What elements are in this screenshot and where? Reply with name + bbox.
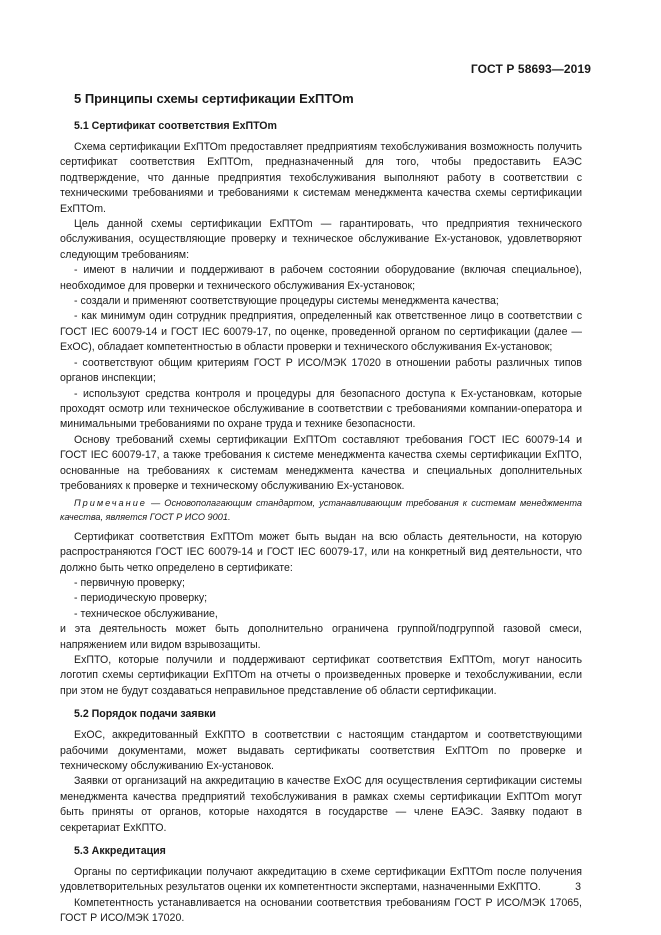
note-label: Примечание	[74, 498, 147, 509]
paragraph: ExОС, аккредитованный ExКПТО в соответствии с настоящим стандартом и соответствующими рабочими документами, может выдавать сертификаты соответствия ExПТОm по проверке и техническому обслуживанию Ex-установок.	[60, 729, 582, 773]
document-code: ГОСТ Р 58693—2019	[470, 62, 591, 76]
list-item: - используют средства контроля и процедуры для безопасного доступа к Ex-установкам, которые проходят осмотр или техническое обслуживание в соответствии с требованиями компании-оператора и минимальными требованиями по охране труда и технике безопасности.	[60, 387, 582, 431]
paragraph: Основу требований схемы сертификации ExПТОm составляют требования ГОСТ IEC 60079-14 и ГОСТ IEC 60079-17, а также требования к системе менеджмента качества схемы сертификации ExПТО, основанные на требованиях к системам менеджмента качества и специальных дополнительных требованиях к проверке и техническому обслуживанию Ex-установок.	[60, 433, 582, 492]
paragraph: Заявки от организаций на аккредитацию в качестве ExОС для осуществления сертификации системы менеджмента качества предприятий техобслуживания в рамках схемы сертификации ExПТОm могут быть приняты от органов, которые находятся в государстве — члене ЕАЭС. Заявку подают в секретариат ExКПТО.	[60, 775, 582, 834]
paragraph: и эта деятельность может быть дополнительно ограничена группой/подгруппой газовой смеси, напряжением или видом взрывозащиты.	[60, 623, 582, 651]
list-item: - периодическую проверку;	[74, 592, 208, 605]
section-5-1-title: 5.1 Сертификат соответствия ExПТОm	[74, 120, 277, 132]
list-item: - первичную проверку;	[74, 576, 185, 589]
section-5-3-title: 5.3 Аккредитация	[74, 845, 166, 858]
paragraph: ExПТО, которые получили и поддерживают сертификат соответствия ExПТОm, могут наносить логотип схемы сертификации ExПТОm на отчеты о произведенных проверке и техобслуживании, если при этом не будут создаваться неправильное представление об области сертификации.	[60, 654, 582, 697]
paragraph: Цель данной схемы сертификации ExПТОm — гарантировать, что предприятия технического обслуживания, осуществляющие проверку и техническое обслуживание Ex-установок, удовлетворяют следующим требованиям:	[60, 218, 582, 261]
note	[60, 497, 582, 523]
list-item: - имеют в наличии и поддерживают в рабочем состоянии оборудование (включая специальное), необходимое для проверки и технического обслуживания Ex-установок;	[60, 264, 582, 292]
paragraph: Компетентность устанавливается на основании соответствия требованиям ГОСТ Р ИСО/МЭК 17065, ГОСТ Р ИСО/МЭК 17020.	[60, 896, 582, 925]
paragraph: Сертификат соответствия ExПТОm может быть выдан на всю область деятельности, на которую распространяются ГОСТ IEC 60079-14 и ГОСТ IEC 60079-17, или на конкретный вид деятельности, что должно быть четко определено в сертификате:	[60, 530, 582, 574]
list-item: - соответствуют общим критериям ГОСТ Р ИСО/МЭК 17020 в отношении работы различных типов органов инспекции;	[60, 356, 582, 385]
page-number: 3	[575, 881, 581, 893]
paragraph: Схема сертификации ExПТОm предоставляет предприятиям техобслуживания возможность получить сертификат соответствия ExПТОm, предназначенный для того, чтобы предоставить ЕАЭС подтверждение, что данные предприятия техобслуживания выполняют работу в соответствии с техническими требованиями и требованиями к системам менеджмента качества схемы сертификации ExПТОm.	[60, 141, 582, 215]
list-item: - как минимум один сотрудник предприятия, определенный как ответственное лицо в соответствии с ГОСТ IEC 60079-14 и ГОСТ IEC 60079-17, по оценке, проведенной органом по сертификации (далее — ExОС), обладает компетентностью в области проверки и технического обслуживания Ex-установок;	[60, 310, 582, 354]
paragraph: Органы по сертификации получают аккредитацию в схеме сертификации ExПТОm после получения удовлетворительных результатов оценки их компетентности экспертами, назначенными ExКПТО.	[60, 866, 582, 894]
section-5-title: 5 Принципы схемы сертификации ExПТОm	[74, 91, 354, 106]
list-item: - создали и применяют соответствующие процедуры системы менеджмента качества;	[74, 295, 499, 308]
list-item: - техническое обслуживание,	[74, 607, 218, 620]
section-5-2-title: 5.2 Порядок подачи заявки	[74, 708, 216, 721]
page-content	[60, 90, 582, 927]
note-text: — Основополагающим стандартом, устанавливающим требования к системам менеджмента качества, является ГОСТ Р ИСО 9001.	[60, 498, 582, 522]
